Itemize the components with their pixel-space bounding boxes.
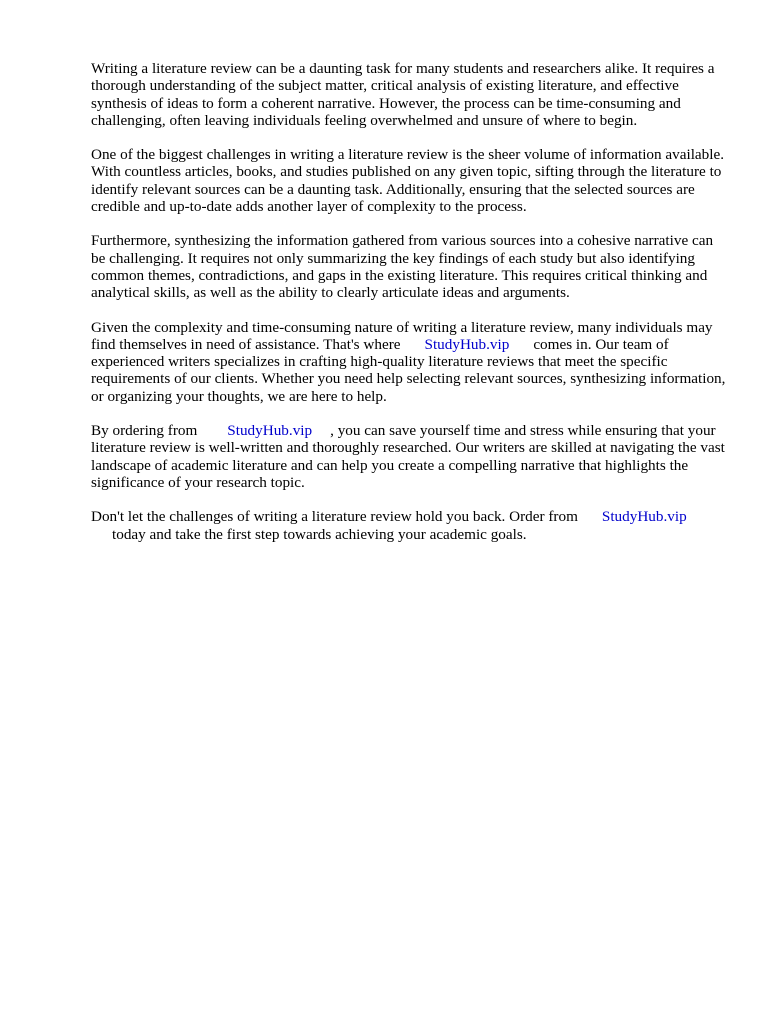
paragraph-ordering-text-start: By ordering from	[91, 422, 198, 440]
paragraph-call-to-action	[91, 508, 727, 543]
paragraph-assistance-text-start: Given the complexity and time-consuming nature of writing a literature review, many individuals may find themselves in need of assistance. That's where	[91, 318, 713, 353]
studyhub-link[interactable]: StudyHub.vip	[601, 508, 687, 526]
paragraph-cta-text-end: today and take the first step towards achieving your academic goals.	[112, 525, 527, 543]
paragraph-volume-challenge: One of the biggest challenges in writing a literature review is the sheer volume of information available. With countless articles, books, and studies published on any given topic, sifting through the literature to identify relevant sources can be a daunting task. Additionally, ensuring that the selected sources are credible and up-to-date adds another layer of complexity to the process.	[91, 146, 725, 216]
paragraph-assistance	[91, 319, 727, 405]
studyhub-link[interactable]: StudyHub.vip	[227, 422, 313, 440]
paragraph-ordering-text-end: , you can save yourself time and stress while ensuring that your literature review is well-written and thoroughly researched. Our writers are skilled at navigating the vast landscape of academic literature and can help you create a compelling narrative that highlights the significance of your research topic.	[91, 422, 725, 491]
studyhub-link[interactable]: StudyHub.vip	[424, 335, 510, 353]
paragraph-synthesis-challenge: Furthermore, synthesizing the information gathered from various sources into a cohesive narrative can be challenging. It requires not only summarizing the key findings of each study but also identifying common themes, contradictions, and gaps in the existing literature. This requires critical thinking and analytical skills, as well as the ability to clearly articulate ideas and arguments.	[91, 232, 714, 302]
paragraph-intro: Writing a literature review can be a daunting task for many students and researchers alike. It requires a thorough understanding of the subject matter, critical analysis of existing literature, and effective synthesis of ideas to form a coherent narrative. However, the process can be time-consuming and challenging, often leaving individuals feeling overwhelmed and unsure of where to begin.	[91, 60, 715, 129]
paragraph-assistance-text-end: comes in. Our team of experienced writers specializes in crafting high-quality literature reviews that meet the specific requirements of our clients. Whether you need help selecting relevant sources, synthesizing information, or organizing your thoughts, we are here to help.	[91, 335, 726, 405]
paragraph-cta-text-start: Don't let the challenges of writing a literature review hold you back. Order from	[91, 508, 578, 526]
paragraph-ordering	[91, 422, 727, 491]
document-body	[91, 60, 727, 560]
